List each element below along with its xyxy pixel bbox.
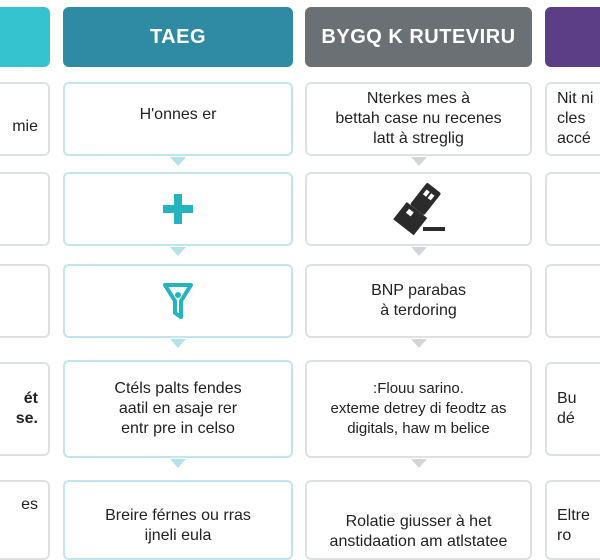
right-cell-4 (545, 362, 600, 456)
teal-cell-1-line-1: H'onnes er (139, 106, 217, 123)
plus-icon (160, 191, 196, 227)
gray-arrow-3 (411, 339, 427, 348)
gray-cell-4 (305, 360, 532, 458)
usb-stick-icon (389, 179, 449, 239)
gray-cell-5-line-2: anstidaation am atlstatee (329, 533, 508, 550)
right-cell-5-line-2: ro (557, 527, 572, 544)
gray-cell-5 (305, 480, 532, 560)
gray-cell-4-line-3: digitals, haw m belice (347, 420, 490, 437)
column-gray (305, 0, 532, 550)
column-teal (63, 0, 293, 544)
teal-column-header: TAEG (63, 7, 293, 67)
column-left-header (0, 7, 50, 67)
teal-cell-4-line-1: Ctéls palts fendes (114, 380, 242, 397)
teal-arrow-3 (170, 339, 186, 348)
right-cell-1-line-1: Nit ni (557, 90, 594, 107)
right-cell-1-line-2: cles (557, 110, 586, 127)
right-cell-5-line-1: Eltre (557, 507, 590, 524)
right-cell-3 (545, 264, 600, 338)
teal-arrow-2 (170, 247, 186, 256)
gray-cell-3 (305, 264, 532, 338)
column-right-header (545, 7, 600, 67)
teal-cell-4-line-3: entr pre in celso (121, 420, 235, 437)
gray-cell-1 (305, 82, 532, 156)
right-cell-4-line-1: Bu (557, 390, 577, 407)
teal-arrow-1 (170, 157, 186, 166)
teal-cell-1 (63, 82, 293, 156)
gray-arrow-2 (411, 247, 427, 256)
right-cell-4-line-2: dé (557, 410, 575, 427)
gray-cell-3-line-1: BNP parabas (371, 282, 466, 299)
teal-cell-4-line-2: aatil en asaje rer (118, 400, 238, 417)
gray-cell-4-line-1: :Flouu sarino. (373, 380, 464, 397)
gray-cell-2 (305, 172, 532, 246)
teal-cell-2 (63, 172, 293, 246)
gray-cell-5-line-1: Rolatie giusser à het (345, 513, 492, 530)
gray-cell-3-line-2: à terdoring (380, 302, 457, 319)
right-cell-2 (545, 172, 600, 246)
left-cell-2 (0, 172, 50, 246)
teal-cell-5-line-1: Breire férnes ou rras (105, 507, 251, 524)
left-cell-5-line-1: es (21, 496, 38, 513)
gray-arrow-4 (411, 459, 427, 468)
right-cell-1-line-3: accé (557, 130, 591, 147)
left-cell-4-line-1: ét (23, 390, 38, 407)
gray-cell-4-line-2: exteme detrey di feodtz as (330, 400, 507, 417)
gray-cell-1-line-3: latt à streglig (373, 130, 464, 147)
gray-cell-1-line-1: Nterkes mes à (366, 90, 471, 107)
left-cell-3 (0, 264, 50, 338)
left-cell-1-line-1: mie (12, 118, 38, 135)
gray-cell-1-line-2: bettah case nu recenes (335, 110, 502, 127)
funnel-icon (160, 279, 196, 323)
left-cell-4 (0, 362, 50, 456)
teal-cell-4 (63, 360, 293, 458)
gray-column-header: BYGQ K RUTEVIRU (305, 7, 532, 67)
teal-cell-5 (63, 480, 293, 560)
left-cell-5 (0, 480, 50, 560)
teal-cell-5-line-2: ijneli eula (144, 527, 212, 544)
right-cell-1 (545, 82, 600, 156)
left-cell-4-line-2: se. (15, 410, 38, 427)
right-cell-5 (545, 480, 600, 560)
teal-arrow-4 (170, 459, 186, 468)
column-right-partial (545, 0, 600, 544)
gray-arrow-1 (411, 157, 427, 166)
left-cell-1 (0, 82, 50, 156)
teal-cell-3 (63, 264, 293, 338)
column-left-partial (0, 0, 50, 540)
